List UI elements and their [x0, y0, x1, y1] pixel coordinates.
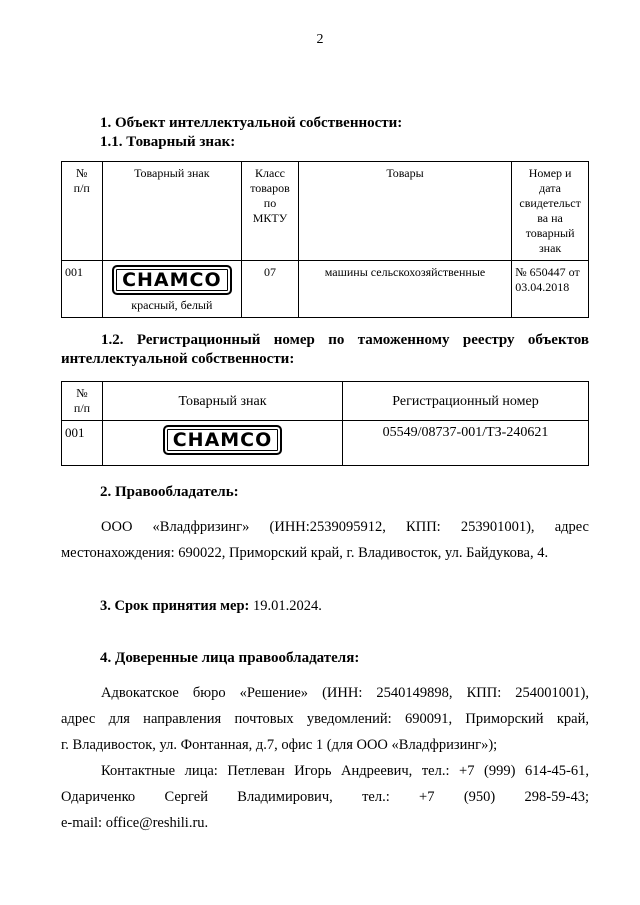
header-mark: Товарный знак — [103, 382, 343, 421]
header-num: № п/п — [62, 162, 103, 261]
row-goods: машины сельскохозяйственные — [298, 261, 511, 318]
section1-2-title-line1: 1.2. Регистрационный номер по таможенному реестру объектов — [101, 332, 589, 348]
header-mark: Товарный знак — [102, 162, 242, 261]
section1-title: 1. Объект интеллектуальной собственности: — [100, 115, 403, 131]
header-reg: Регистрационный номер — [343, 382, 589, 421]
table-row — [62, 421, 589, 466]
registration-table — [61, 381, 589, 466]
section1-1-title: 1.1. Товарный знак: — [100, 134, 236, 150]
row-mark — [102, 261, 242, 318]
section4-p2-line3: e-mail: office@reshili.ru. — [61, 815, 209, 831]
header-class: Класс товаров по МКТУ — [242, 162, 299, 261]
section4-p2-line2: Одариченко Сергей Владимирович, тел.: +7 (950) 298-59-43; — [61, 789, 589, 805]
page-number: 2 — [316, 32, 324, 47]
section4-p1-line1: Адвокатское бюро «Решение» (ИНН: 2540149898, КПП: 254001001), — [101, 685, 589, 701]
section3-title: 3. Срок принятия мер: — [100, 598, 250, 614]
row-num: 001 — [62, 261, 103, 318]
header-goods: Товары — [298, 162, 511, 261]
row-mark — [103, 421, 343, 466]
table-header-row — [62, 382, 589, 421]
row-num: 001 — [62, 421, 103, 466]
row-class: 07 — [242, 261, 299, 318]
section4-p1-line2: адрес для направления почтовых уведомлений: 690091, Приморский край, — [61, 711, 589, 727]
header-cert: Номер и дата свидетельст ва на товарный знак — [512, 162, 589, 261]
section3 — [100, 594, 589, 618]
row-cert: № 650447 от 03.04.2018 — [512, 261, 589, 318]
section2-line1: ООО «Владфризинг» (ИНН:2539095912, КПП: 253901001), адрес — [101, 519, 589, 535]
header-num: № п/п — [62, 382, 103, 421]
row-reg: 05549/08737-001/ТЗ-240621 — [343, 421, 589, 466]
trademark-table — [61, 161, 589, 318]
section2-line2: местонахождения: 690022, Приморский край, г. Владивосток, ул. Байдукова, 4. — [61, 545, 549, 561]
table-row — [62, 261, 589, 318]
table-header-row — [62, 162, 589, 261]
section1-2-title-line2: интеллектуальной собственности: — [61, 351, 295, 367]
section3-value: 19.01.2024. — [249, 598, 322, 614]
section4-p1-line3: г. Владивосток, ул. Фонтанная, д.7, офис 1 (для ООО «Владфризинг»); — [61, 737, 498, 753]
chamco-logo: CHAMCO — [163, 425, 283, 455]
chamco-logo: CHAMCO — [112, 265, 232, 295]
section4-p2-line1: Контактные лица: Петлеван Игорь Андреевич, тел.: +7 (999) 614-45-61, — [101, 763, 589, 779]
section4-title: 4. Доверенные лица правообладателя: — [100, 650, 360, 666]
section2-title: 2. Правообладатель: — [100, 484, 239, 500]
logo-colors: красный, белый — [131, 298, 213, 312]
